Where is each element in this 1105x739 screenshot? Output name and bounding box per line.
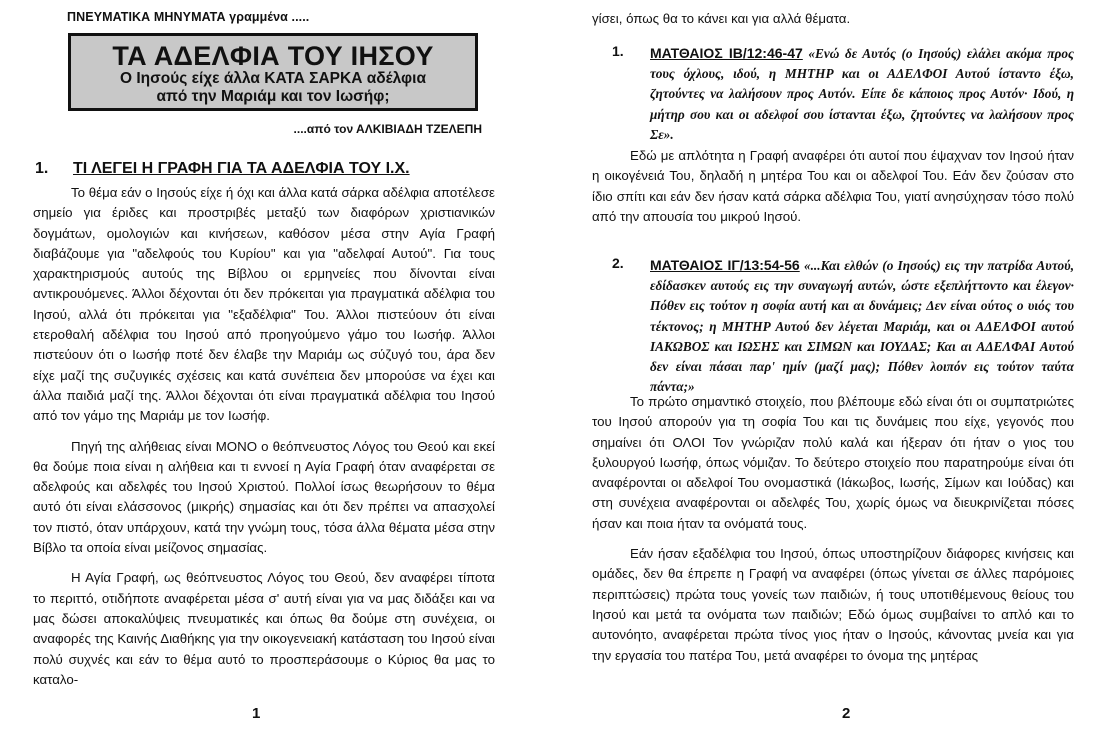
- reference-quote: «...Και ελθών (ο Ιησούς) εις την πατρίδα Αυτού, εδίδασκεν αυτούς εις την συναγωγή αυτών, ώστε εξεπλήττοντο και έλεγον· Πόθεν εις τούτον η σοφία αυτή και αι δυνάμεις; Δεν είναι ούτος ο υιός του τέκτονος; η ΜΗΤΗΡ Αυτού δεν λέγεται Μαριάμ, και οι ΑΔΕΛΦΟΙ αυτού ΙΑΚΩΒΟΣ και ΙΩΣΗΣ και ΣΙΜΩΝ και ΙΟΥΔΑΣ; Και αι ΑΔΕΛΦΑΙ Αυτού δεν είναι πάσαι παρ' ημίν (μαζί μας); Πόθεν λοιπόν εις τούτον ταύτα πάντα;»: [650, 258, 1075, 395]
- paragraph: Εάν ήσαν εξαδέλφια του Ιησού, όπως υποστηρίζουν διάφορες κινήσεις και ομάδες, δεν θα έπρεπε η Γραφή να αναφέρει (όπως γίνεται σε άλλες παρόμοιες περιπτώσεις) πρώτα τους γονείς των παιδιών, ή τους υποτιθέμενους θείους του Ιησού και μετά τα ονόματα των παιδιών; Εδώ όμως συμβαίνει το απλό και το αυτονόητο, αναφέρεται πρώτα τίνος γιος ήταν ο Ιησούς, κάνοντας μνεία και για την εργασία του πατέρα Του, μετά αναφέρει το όνομα της μητέρας: [592, 546, 1074, 663]
- left-body-text: [33, 183, 495, 690]
- paragraph: γίσει, όπως θα το κάνει και για αλλά θέματα.: [592, 11, 851, 26]
- continuation-text: [592, 9, 1072, 29]
- series-label: ΠΝΕΥΜΑΤΙΚΑ ΜΗΝΥΜΑΤΑ γραμμένα .....: [67, 10, 310, 24]
- section-title: ΤΙ ΛΕΓΕΙ Η ΓΡΑΦΗ ΓΙΑ ΤΑ ΑΔΕΛΦΙΑ ΤΟΥ Ι.Χ.: [73, 160, 410, 177]
- paragraph: Το πρώτο σημαντικό στοιχείο, που βλέπουμε εδώ είναι ότι οι συμπατριώτες του Ιησού απορούν για τη σοφία Του και τις δυνάμεις που είχε, γεγονός που σημαίνει ότι ΟΛΟΙ Τον γνώριζαν πολύ καλά και ήξεραν ότι ήταν ο γιος του ξυλουργού Ιωσήφ, όπως νόμιζαν. Το δεύτερο στοιχείο που παρατηρούμε είναι ότι αναφέρονται οι αδελφοί Του ονομαστικά (Ιάκωβος, Ιωσής, Σίμων και Ιούδας) και στη συνέχεια αναφέρονται οι αδελφές Του, χωρίς όμως να διευκρινίζεται πόσες ήσαν και ποια ήταν τα ονόματά τους.: [592, 394, 1074, 531]
- scripture-reference-2: [612, 255, 1074, 395]
- reference-1-comment: [592, 146, 1074, 227]
- paragraph: Το θέμα εάν ο Ιησούς είχε ή όχι και άλλα κατά σάρκα αδέλφια αποτέλεσε σημείο για έριδες και προστριβές μεταξύ των διαφόρων χριστιανικών δογμάτων, ομολογιών και κινήσεων, καθόσον μέσα στην Αγία Γραφή διαβάζουμε για "αδελφούς του Κυρίου" και για "αδελφαί Αυτού". Για τους χαρακτηρισμούς αυτούς της Βίβλου οι ερμηνείες που δίνονται είναι αντικρουόμενες. Άλλοι δέχονται ότι δεν πρόκειται για πραγματικά αδέλφια του Ιησού, αλλά ότι πρόκειται για "εξαδέλφια" Του. Άλλοι πιστεύουν ότι είναι ετεροθαλή αδέλφια του Ιησού από προηγούμενο γάμο του Ιωσήφ. Άλλοι πιστεύουν ότι ο Ιωσήφ ποτέ δεν έλαβε την Μαριάμ ως σύζυγό του, άρα δεν είχε μαζί της συζυγικές σχέσεις και κατά συνέπεια δεν μπορούσε να έχει και άλλα παιδιά μαζί της. Άλλοι δέχονται ότι είναι πραγματικά αδέλφια του Ιησού από τον γάμο της Μαριάμ με τον Ιωσήφ.: [33, 185, 495, 424]
- reference-body: [650, 255, 1074, 397]
- document-subtitle-line1: Ο Ιησούς είχε άλλα ΚΑΤΑ ΣΑΡΚΑ αδέλφια: [120, 70, 426, 87]
- reference-2-comment: [592, 392, 1074, 666]
- scripture-reference-1: [612, 43, 1074, 153]
- reference-title: ΜΑΤΘΑΙΟΣ ΙΓ/13:54-56: [650, 257, 800, 273]
- section-number: 1.: [35, 160, 49, 177]
- reference-title: ΜΑΤΘΑΙΟΣ ΙΒ/12:46-47: [650, 45, 803, 61]
- page-number: 1: [252, 705, 261, 722]
- reference-body: [650, 43, 1074, 145]
- left-page: [0, 0, 552, 739]
- author-byline: ....από τον ΑΛΚΙΒΙΑΔΗ ΤΖΕΛΕΠΗ: [293, 122, 482, 136]
- document-subtitle-line2: από την Μαριάμ και τον Ιωσήφ;: [156, 88, 390, 105]
- reference-number: 2.: [612, 255, 624, 271]
- paragraph: Η Αγία Γραφή, ως θεόπνευστος Λόγος του Θεού, δεν αναφέρει τίποτα το περιττό, οτιδήποτε αναφέρεται μέσα σ' αυτή είναι για να μας διδάξει και να μας δώσει αποκαλύψεις πνευματικές και όπως θα δούμε στη συνέχεια, οι αναφορές της Καινής Διαθήκης για την οικογενειακή κατάσταση του Ιησού είναι πολύ συχνές και εάν το θέμα αυτό το προσπεράσουμε ο Κύριος θα μας το καταλο-: [33, 570, 495, 687]
- section-heading: [35, 160, 495, 180]
- reference-number: 1.: [612, 43, 624, 59]
- page-number: 2: [842, 705, 851, 722]
- document-title: ΤΑ ΑΔΕΛΦΙΑ ΤΟΥ ΙΗΣΟΥ: [112, 41, 434, 71]
- title-box: [68, 33, 478, 111]
- paragraph: Εδώ με απλότητα η Γραφή αναφέρει ότι αυτοί που έψαχναν τον Ιησού ήταν η οικογένειά Του, δηλαδή η μητέρα Του και οι αδελφοί Του. Εάν δεν ζούσαν στο ίδιο σπίτι και εάν δεν ήσαν κατά σάρκα αδέλφια Του, γιατί ανησύχησαν τόσο πολύ από την απουσία του μικρού Ιησού.: [592, 148, 1074, 224]
- paragraph: Πηγή της αλήθειας είναι ΜΟΝΟ ο θεόπνευστος Λόγος του Θεού και εκεί θα δούμε ποια είναι η αλήθεια και τι εννοεί η Αγία Γραφή όταν αναφέρεται σε αδελφούς και αδελφές του Ιησού Χριστού. Πολλοί ίσως θεωρήσουν το θέμα αυτό ότι είναι ελάσσονος (μικρής) σημασίας και ότι δεν πρέπει να απασχολεί τον πιστό, όταν υπάρχουν, κατά την γνώμη τους, τόσα άλλα θέματα μέσα στην Βίβλο τα οποία είναι μείζονος σημασίας.: [33, 438, 495, 556]
- right-page: [552, 0, 1105, 739]
- reference-quote: «Ενώ δε Αυτός (ο Ιησούς) ελάλει ακόμα προς τους όχλους, ιδού, η ΜΗΤΗΡ και οι ΑΔΕΛΦΟΙ Αυτού ίσταντο έξω, ζητούντες να λαλήσουν προς Αυτόν. Είπε δε κάποιος προς Αυτόν· Ιδού, η μήτηρ σου και οι αδελφοί σου ίστανται έξω, ζητούντες να λαλήσουν προς Σε».: [650, 46, 1074, 142]
